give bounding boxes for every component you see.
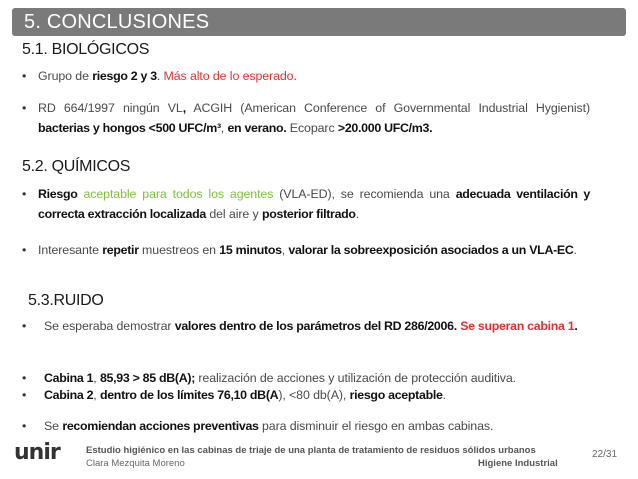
text-run: 85,93 > 85 dB(A); bbox=[99, 371, 196, 385]
text-run: Se superan cabina 1 bbox=[460, 319, 575, 333]
text-run: , bbox=[281, 243, 289, 257]
text-run: del aire y bbox=[206, 207, 262, 221]
text-run: realización de acciones y utilización de protección auditiva. bbox=[195, 371, 517, 385]
text-run: adecuada ventilación y correcta extracción localizada bbox=[38, 187, 590, 221]
bullet-marker: • bbox=[22, 69, 27, 83]
text-run: riesgo aceptable bbox=[349, 388, 443, 402]
text-run: RD 664/1997 ningún VL bbox=[38, 101, 183, 115]
text-run: . bbox=[442, 388, 446, 402]
section-heading-quimicos: 5.2. QUÍMICOS bbox=[22, 158, 131, 175]
text-run: bacterias y hongos <500 UFC/m³ bbox=[38, 121, 221, 135]
text-run: ACGIH (American Conference of Governmental Industrial Hygienist) bbox=[185, 101, 590, 115]
text-run: . bbox=[156, 69, 164, 83]
text-run: Cabina 2 bbox=[44, 388, 94, 402]
text-run: dentro de los límites 76,10 dB(A bbox=[99, 388, 279, 402]
text-run: , bbox=[93, 371, 100, 385]
text-run: en verano. bbox=[227, 121, 287, 135]
bullet-marker: • bbox=[22, 319, 27, 333]
text-run: , bbox=[220, 121, 228, 135]
footer-course: Higiene Industrial bbox=[478, 458, 558, 469]
text-run: recomiendan acciones preventivas bbox=[62, 419, 259, 433]
text-run: riesgo 2 y 3 bbox=[92, 69, 157, 83]
text-run: Más alto de lo esperado bbox=[163, 69, 294, 83]
footer-document-title: Estudio higiénico en las cabinas de triaje de una planta de tratamiento de residuos sólidos urbanos bbox=[86, 445, 536, 456]
text-run: . bbox=[574, 319, 578, 333]
title-bar bbox=[12, 8, 626, 36]
section-heading-biologicos: 5.1. BIOLÓGICOS bbox=[22, 41, 150, 58]
section-heading-ruido: 5.3.RUIDO bbox=[28, 292, 104, 309]
text-run: repetir bbox=[102, 243, 139, 257]
unir-logo: unir bbox=[14, 440, 60, 465]
bullet-marker: • bbox=[22, 388, 27, 402]
page-number: 22/31 bbox=[592, 449, 618, 460]
text-run: ), <80 db(A), bbox=[278, 388, 350, 402]
text-run: para disminuir el riesgo en ambas cabinas. bbox=[258, 419, 494, 433]
text-run: valores dentro de los parámetros del RD 286/2006. bbox=[174, 319, 457, 333]
text-run: >20.000 UFC/m3. bbox=[337, 121, 433, 135]
text-run: . bbox=[573, 243, 577, 257]
text-run: Ecoparc bbox=[286, 121, 338, 135]
bullet-marker: • bbox=[22, 101, 27, 115]
bullet-marker: • bbox=[22, 419, 27, 433]
text-run: , bbox=[182, 101, 186, 115]
text-run: Grupo de bbox=[38, 69, 93, 83]
text-run: aceptable para todos los agentes bbox=[77, 187, 274, 201]
bullet-marker: • bbox=[22, 243, 27, 257]
page-title: 5. CONCLUSIONES bbox=[24, 11, 210, 33]
text-run: . bbox=[355, 207, 360, 221]
text-run: , bbox=[93, 388, 100, 402]
text-run: valorar la sobreexposición asociados a un VLA-EC bbox=[288, 243, 574, 257]
footer-author: Clara Mezquita Moreno bbox=[86, 458, 185, 469]
text-run: Cabina 1 bbox=[44, 371, 94, 385]
text-run: 15 minutos bbox=[219, 243, 282, 257]
text-run: . bbox=[293, 69, 297, 83]
text-run: Interesante bbox=[38, 243, 103, 257]
text-run: (VLA-ED), se recomienda una bbox=[273, 187, 456, 201]
text-run: posterior filtrado bbox=[261, 207, 356, 221]
text-run: muestreos en bbox=[138, 243, 220, 257]
text-run: Se bbox=[44, 419, 63, 433]
bullet-marker: • bbox=[22, 371, 27, 385]
text-run: Se esperaba demostrar bbox=[44, 319, 175, 333]
bullet-marker: • bbox=[22, 187, 27, 201]
text-run: Riesgo bbox=[38, 187, 78, 201]
